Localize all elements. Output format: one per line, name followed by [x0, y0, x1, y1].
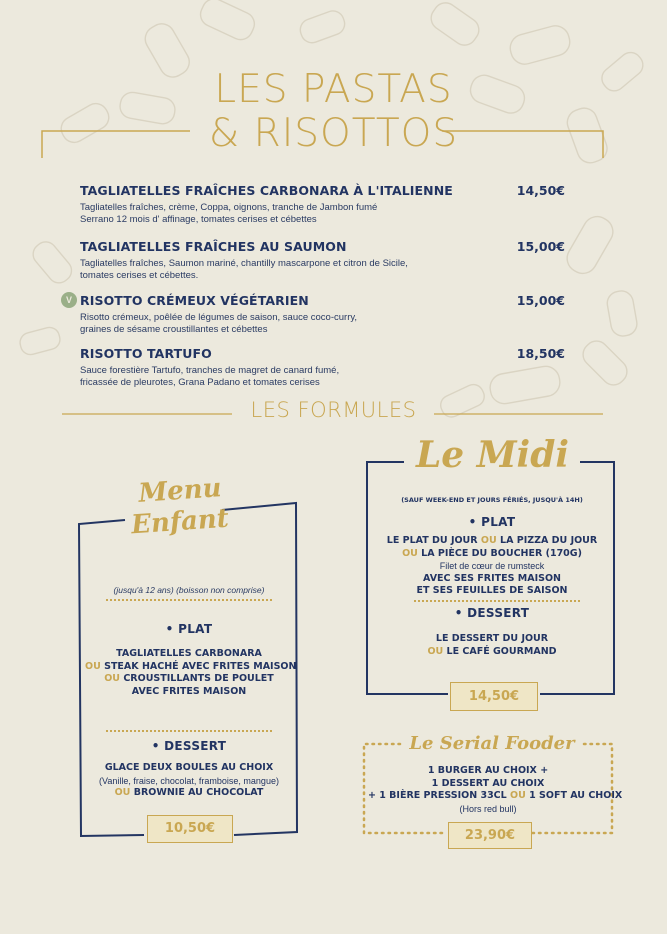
- midi-plat-line: LA PIÈCE DU BOUCHER (170G): [421, 547, 582, 559]
- enfant-plat-line: TAGLIATELLES CARBONARA: [116, 648, 262, 659]
- or-label: OU: [510, 790, 526, 801]
- serial-title: Le Serial Fooder: [409, 733, 575, 754]
- or-label: OU: [480, 535, 497, 546]
- serial-price-badge: 23,90€: [448, 822, 532, 849]
- dish-description: tomates cerises et cébettes.: [80, 269, 199, 281]
- or-label: OU: [427, 645, 444, 657]
- enfant-price-badge: 10,50€: [147, 815, 233, 843]
- dish-item: [80, 183, 570, 225]
- serial-line: 1 BURGER AU CHOIX +: [427, 765, 549, 776]
- enfant-title-line2: Enfant: [130, 503, 230, 541]
- midi-plat-detail: Filet de cœur de rumsteck: [439, 561, 545, 571]
- dish-description: Serrano 12 mois d' affinage, tomates cerises et cébettes: [80, 213, 317, 225]
- midi-dessert-line: LE CAFÉ GOURMAND: [446, 645, 557, 657]
- dish-description: graines de sésame croustillantes et cébettes: [80, 323, 268, 335]
- midi-plat-list: [372, 535, 612, 598]
- enfant-plat-line: AVEC FRITES MAISON: [131, 685, 247, 697]
- dish-name: RISOTTO CRÉMEUX VÉGÉTARIEN: [80, 293, 309, 308]
- dish-description: Tagliatelles fraîches, Saumon mariné, chantilly mascarpone et citron de Sicile,: [80, 258, 408, 269]
- or-label: OU: [114, 787, 131, 798]
- formules-title: LES FORMULES: [250, 398, 417, 422]
- midi-separator: [414, 600, 580, 602]
- enfant-plat-heading: • PLAT: [165, 622, 213, 636]
- enfant-dessert-heading: • DESSERT: [151, 739, 227, 753]
- dish-price: 18,50€: [516, 346, 565, 361]
- midi-dessert-list: [372, 633, 612, 658]
- midi-plat-line: ET SES FEUILLES DE SAISON: [416, 585, 568, 596]
- enfant-dessert-flavors: (Vanille, fraise, chocolat, framboise, mangue): [99, 775, 279, 786]
- dish-price: 15,00€: [516, 239, 565, 254]
- enfant-plat-line: CROUSTILLANTS DE POULET: [123, 673, 274, 684]
- enfant-dessert-line: GLACE DEUX BOULES AU CHOIX: [104, 762, 274, 773]
- or-label: OU: [402, 547, 418, 559]
- dish-item: [80, 239, 570, 281]
- serial-list: [368, 765, 623, 815]
- dish-price: 14,50€: [516, 183, 565, 198]
- dish-description: Sauce forestière Tartufo, tranches de magret de canard fumé,: [80, 365, 340, 376]
- dish-description: Risotto crémeux, poêlée de légumes de saison, sauce coco-curry,: [80, 312, 358, 323]
- enfant-dessert-line: BROWNIE AU CHOCOLAT: [133, 787, 264, 798]
- dish-description: fricassée de pleurotes, Grana Padano et tomates cerises: [80, 376, 320, 388]
- dish-name: RISOTTO TARTUFO: [80, 346, 212, 361]
- dish-name: TAGLIATELLES FRAÎCHES AU SAUMON: [80, 239, 347, 254]
- serial-note: (Hors red bull): [459, 803, 517, 814]
- vegetarian-icon: V: [61, 292, 77, 308]
- enfant-note: (jusqu'à 12 ans) (boisson non comprise): [113, 585, 265, 595]
- enfant-plat-line: STEAK HACHÉ AVEC FRITES MAISON: [104, 660, 297, 672]
- serial-line: 1 DESSERT AU CHOIX: [431, 777, 545, 789]
- midi-plat-line: LE PLAT DU JOUR: [386, 535, 478, 546]
- page-title-line1: LES PASTAS: [214, 67, 453, 112]
- midi-plat-heading: • PLAT: [468, 515, 516, 529]
- dish-price: 15,00€: [516, 293, 565, 308]
- dish-name: TAGLIATELLES FRAÎCHES CARBONARA À L'ITALIENNE: [80, 183, 453, 198]
- dish-description: Tagliatelles fraîches, crème, Coppa, oignons, tranche de Jambon fumé: [80, 202, 378, 213]
- midi-note: (SAUF WEEK-END ET JOURS FÉRIÉS, JUSQU'À 14H): [401, 496, 583, 504]
- midi-price-badge: 14,50€: [450, 682, 538, 711]
- or-label: OU: [85, 660, 101, 672]
- dish-item: [80, 346, 570, 388]
- midi-plat-line: AVEC SES FRITES MAISON: [423, 572, 561, 584]
- or-label: OU: [104, 673, 121, 684]
- enfant-title-line1: Menu: [137, 473, 223, 509]
- midi-plat-line: LA PIZZA DU JOUR: [500, 535, 598, 546]
- dish-item: [80, 293, 570, 335]
- midi-dessert-heading: • DESSERT: [454, 606, 530, 620]
- midi-dessert-line: LE DESSERT DU JOUR: [435, 633, 549, 644]
- serial-line: + 1 BIÈRE PRESSION 33CL: [368, 790, 507, 801]
- title-frame-lines: [0, 0, 667, 200]
- midi-title: Le Midi: [415, 434, 570, 476]
- page-title-line2: & RISOTTOS: [208, 111, 459, 156]
- serial-line: 1 SOFT AU CHOIX: [529, 790, 623, 801]
